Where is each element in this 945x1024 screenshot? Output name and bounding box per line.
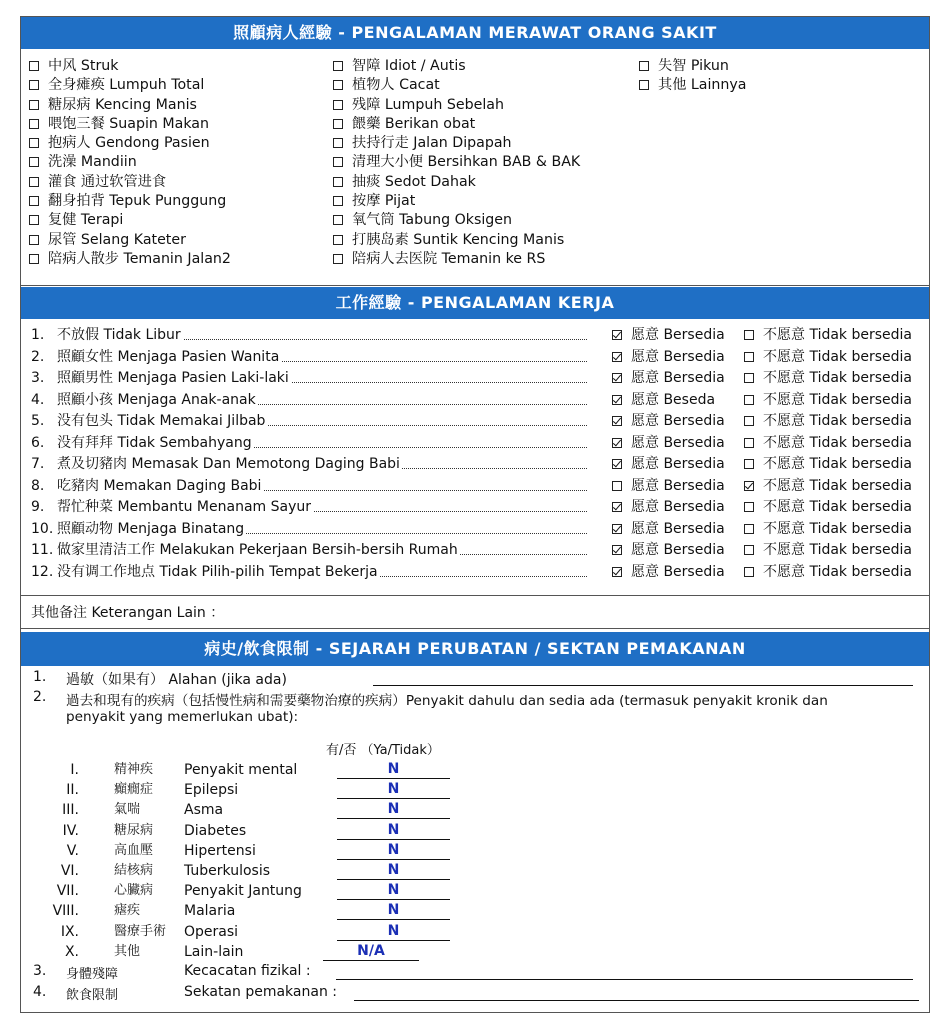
willing-option[interactable] — [612, 519, 725, 540]
unwilling-checkbox[interactable] — [744, 395, 754, 405]
disability-number: 3. — [33, 963, 47, 979]
unwilling-checkbox[interactable] — [744, 502, 754, 512]
diet-number: 4. — [33, 984, 47, 1000]
willing-label: 愿意 Bersedia — [631, 542, 725, 558]
remarks-label: 其他备注 Keterangan Lain ： — [31, 605, 225, 621]
disease-roman-numeral: I. — [70, 762, 79, 778]
work-row-label: 吃豬肉 Memakan Daging Babi — [57, 476, 263, 497]
unwilling-label: 不愿意 Tidak bersedia — [763, 413, 913, 429]
work-row-label: 没有包头 Tidak Memakai Jilbab — [57, 411, 267, 432]
willing-option[interactable] — [612, 325, 725, 346]
unwilling-checkbox[interactable] — [744, 352, 754, 362]
checkbox[interactable] — [29, 119, 39, 129]
care-item[interactable] — [333, 96, 580, 115]
checkbox[interactable] — [333, 119, 343, 129]
history-number: 2. — [33, 689, 47, 705]
unwilling-label: 不愿意 Tidak bersedia — [763, 477, 913, 494]
care-item-label: 全身瘫痪 Lumpuh Total — [48, 77, 205, 94]
work-row — [31, 368, 926, 390]
willing-label: 愿意 Bersedia — [631, 413, 725, 429]
care-item[interactable] — [29, 173, 231, 192]
care-item-label: 抽痰 Sedot Dahak — [352, 173, 476, 190]
checkbox[interactable] — [29, 254, 39, 264]
willing-option[interactable] — [612, 411, 725, 432]
work-row-label: 照顧男性 Menjaga Pasien Laki-laki — [57, 368, 291, 389]
disease-answer-field[interactable]: N — [337, 760, 450, 779]
work-row-number: 4. — [31, 391, 45, 408]
checkbox[interactable] — [29, 196, 39, 206]
disease-roman-numeral: III. — [62, 802, 79, 819]
willing-option[interactable] — [612, 497, 725, 518]
disease-answer-field[interactable]: N — [337, 881, 450, 900]
checkbox[interactable] — [639, 80, 649, 90]
care-item-label: 抱病人 Gendong Pasien — [48, 135, 210, 152]
history-label-line1: 過去和現有的疾病（包括慢性病和需要藥物治療的疾病）Penyakit dahulu dan sedia ada (termasuk penyakit kronik dan — [66, 693, 828, 709]
willing-label: 愿意 Bersedia — [631, 348, 725, 365]
disease-answer-field[interactable]: N — [337, 821, 450, 840]
care-item[interactable] — [639, 57, 747, 76]
willing-checkbox[interactable] — [612, 567, 622, 577]
care-item-label: 陪病人去医院 Temanin ke RS — [352, 250, 546, 267]
disease-cn-name: 瘧疾 — [114, 903, 141, 919]
disease-en-name: Penyakit mental — [184, 762, 298, 778]
work-row-label: 不放假 Tidak Libur — [57, 325, 183, 346]
divider — [21, 628, 929, 629]
willing-checkbox[interactable] — [612, 373, 622, 383]
allergy-field[interactable] — [373, 685, 913, 686]
work-row-label: 没有调工作地点 Tidak Pilih-pilih Tempat Bekerja — [57, 562, 380, 583]
disease-roman-numeral: VII. — [56, 883, 79, 900]
care-item-label: 按摩 Pijat — [352, 193, 416, 210]
care-item[interactable] — [333, 211, 580, 230]
work-row — [31, 562, 926, 584]
disease-answer-field[interactable]: N — [337, 780, 450, 799]
disease-answer-field[interactable]: N — [337, 901, 450, 920]
disease-row — [21, 922, 929, 942]
unwilling-option[interactable] — [744, 540, 912, 561]
care-item-label: 失智 Pikun — [658, 58, 729, 74]
unwilling-checkbox[interactable] — [744, 330, 754, 340]
disease-roman-numeral: IX. — [60, 923, 79, 940]
care-column-3 — [639, 57, 747, 96]
care-item-label: 其他 Lainnya — [658, 77, 747, 94]
willing-checkbox[interactable] — [612, 502, 622, 512]
willing-checkbox[interactable] — [612, 481, 622, 491]
disease-answer-field[interactable]: N/A — [323, 942, 419, 961]
disease-cn-name: 心臟病 — [114, 883, 154, 899]
unwilling-label: 不愿意 Tidak bersedia — [763, 370, 913, 386]
disease-answer-field[interactable]: N — [337, 841, 450, 860]
disease-en-name: Operasi — [184, 923, 239, 940]
disease-roman-numeral: IV. — [62, 822, 79, 839]
care-item[interactable] — [29, 76, 231, 95]
willing-label: 愿意 Beseda — [631, 391, 716, 408]
checkbox[interactable] — [29, 177, 39, 187]
work-row-label: 照顧动物 Menjaga Binatang — [57, 519, 246, 540]
work-row-number: 5. — [31, 413, 45, 429]
work-section-header — [21, 287, 929, 319]
diet-field[interactable] — [354, 1000, 919, 1001]
unwilling-label: 不愿意 Tidak bersedia — [763, 348, 913, 365]
checkbox[interactable] — [333, 254, 343, 264]
disease-cn-name: 氣喘 — [114, 802, 141, 818]
unwilling-checkbox[interactable] — [744, 481, 754, 491]
work-row-number: 11. — [31, 542, 54, 558]
unwilling-label: 不愿意 Tidak bersedia — [763, 542, 913, 558]
work-row — [31, 433, 926, 455]
work-row-number: 6. — [31, 434, 45, 451]
willing-label: 愿意 Bersedia — [631, 327, 725, 343]
care-section-header — [21, 17, 929, 49]
unwilling-option[interactable] — [744, 519, 912, 540]
care-item[interactable] — [29, 115, 231, 134]
willing-option[interactable] — [612, 476, 725, 497]
work-row-label: 做家里清洁工作 Melakukan Pekerjaan Bersih-bersih Rumah — [57, 540, 460, 561]
care-item[interactable] — [29, 192, 231, 211]
disease-roman-numeral: II. — [66, 782, 79, 799]
work-row-label: 煮及切豬肉 Memasak Dan Memotong Daging Babi — [57, 454, 402, 475]
willing-checkbox[interactable] — [612, 416, 622, 426]
care-item-label: 智障 Idiot / Autis — [352, 58, 466, 74]
work-row-number: 8. — [31, 477, 45, 494]
disease-en-name: Tuberkulosis — [184, 863, 271, 879]
work-row-number: 3. — [31, 370, 45, 386]
disease-row — [21, 942, 929, 962]
unwilling-option[interactable] — [744, 325, 912, 346]
disease-row — [21, 760, 929, 780]
care-item-label: 糖尿病 Kencing Manis — [48, 96, 197, 113]
willing-option[interactable] — [612, 562, 725, 583]
disease-cn-name: 醫療手術 — [114, 923, 167, 939]
checkbox[interactable] — [639, 61, 649, 71]
care-item[interactable] — [29, 211, 231, 230]
work-section-title: 工作經驗 - PENGALAMAN KERJA — [335, 293, 615, 312]
work-row-number: 7. — [31, 456, 45, 472]
unwilling-label: 不愿意 Tidak bersedia — [763, 456, 913, 472]
disease-cn-name: 癲癇症 — [114, 782, 154, 798]
disability-cn-label: 身體殘障 — [66, 967, 119, 982]
unwilling-checkbox[interactable] — [744, 373, 754, 383]
willing-label: 愿意 Bersedia — [631, 563, 725, 580]
unwilling-label: 不愿意 Tidak bersedia — [763, 499, 913, 515]
work-row — [31, 540, 926, 562]
work-row-number: 1. — [31, 327, 45, 343]
work-row-label: 照顧小孩 Menjaga Anak-anak — [57, 390, 258, 411]
unwilling-checkbox[interactable] — [744, 567, 754, 577]
care-item[interactable] — [29, 231, 231, 250]
unwilling-option[interactable] — [744, 497, 912, 518]
care-item-label: 灌食 通过软管进食 — [48, 173, 167, 190]
work-row-label: 照顧女性 Menjaga Pasien Wanita — [57, 347, 281, 368]
willing-option[interactable] — [612, 368, 725, 389]
checkbox[interactable] — [29, 80, 39, 90]
diet-en-label: Sekatan pemakanan : — [184, 984, 337, 1000]
care-item[interactable] — [29, 96, 231, 115]
disease-cn-name: 結核病 — [114, 863, 154, 878]
disease-row — [21, 881, 929, 901]
willing-label: 愿意 Bersedia — [631, 520, 725, 537]
unwilling-checkbox[interactable] — [744, 416, 754, 426]
medical-section-title: 病史/飲食限制 - SEJARAH PERUBATAN / SEKTAN PEMAKANAN — [204, 639, 746, 658]
disease-en-name: Asma — [184, 802, 224, 819]
disease-cn-name: 精神疾 — [114, 762, 154, 777]
disease-row — [21, 780, 929, 800]
work-row-number: 2. — [31, 348, 45, 365]
unwilling-option[interactable] — [744, 476, 912, 497]
willing-option[interactable] — [612, 390, 715, 411]
unwilling-option[interactable] — [744, 433, 912, 454]
work-row-number: 12. — [31, 563, 54, 580]
disability-en-label: Kecacatan fizikal : — [184, 963, 311, 979]
care-item[interactable] — [29, 250, 231, 269]
willing-checkbox[interactable] — [612, 524, 622, 534]
divider — [21, 285, 929, 286]
work-row — [31, 476, 926, 498]
care-item-label: 复健 Terapi — [48, 212, 124, 229]
willing-option[interactable] — [612, 454, 725, 475]
work-row — [31, 390, 926, 412]
disease-answer-field[interactable]: N — [337, 922, 450, 941]
checkbox[interactable] — [333, 138, 343, 148]
care-item[interactable] — [29, 57, 231, 76]
disease-en-name: Penyakit Jantung — [184, 883, 302, 900]
diet-cn-label: 飲食限制 — [66, 988, 119, 1003]
disability-field[interactable] — [336, 979, 913, 980]
disease-row — [21, 861, 929, 881]
disease-row — [21, 800, 929, 820]
checkbox[interactable] — [333, 235, 343, 245]
unwilling-option[interactable] — [744, 562, 912, 583]
work-row-label: 帮忙种菜 Membantu Menanam Sayur — [57, 497, 313, 518]
work-row — [31, 411, 926, 433]
work-row — [31, 519, 926, 541]
care-item[interactable] — [639, 76, 747, 95]
disease-roman-numeral: X. — [64, 943, 79, 960]
unwilling-checkbox[interactable] — [744, 545, 754, 555]
care-item[interactable] — [333, 192, 580, 211]
care-item-label: 打胰岛素 Suntik Kencing Manis — [352, 231, 565, 248]
disease-en-name: Lain-lain — [184, 943, 244, 960]
checkbox[interactable] — [333, 100, 343, 110]
willing-checkbox[interactable] — [612, 330, 622, 340]
unwilling-label: 不愿意 Tidak bersedia — [763, 434, 913, 451]
unwilling-checkbox[interactable] — [744, 459, 754, 469]
willing-checkbox[interactable] — [612, 395, 622, 405]
willing-label: 愿意 Bersedia — [631, 434, 725, 451]
unwilling-checkbox[interactable] — [744, 438, 754, 448]
disease-en-name: Malaria — [184, 903, 236, 920]
disease-answer-field[interactable]: N — [337, 861, 450, 880]
checkbox[interactable] — [29, 157, 39, 167]
willing-label: 愿意 Bersedia — [631, 477, 725, 494]
care-item-label: 氧气筒 Tabung Oksigen — [352, 212, 513, 229]
checkbox[interactable] — [333, 196, 343, 206]
willing-checkbox[interactable] — [612, 459, 622, 469]
care-item[interactable] — [333, 173, 580, 192]
disease-roman-numeral: VIII. — [52, 903, 79, 920]
care-item-label: 翻身拍背 Tepuk Punggung — [48, 193, 227, 210]
unwilling-option[interactable] — [744, 454, 912, 475]
allergy-label: 過敏（如果有） Alahan (jika ada) — [66, 672, 287, 688]
work-row-label: 没有拜拜 Tidak Sembahyang — [57, 433, 254, 454]
disease-cn-name: 糖尿病 — [114, 822, 154, 838]
disease-en-name: Hipertensi — [184, 842, 256, 859]
care-section-title: 照顧病人經驗 - PENGALAMAN MERAWAT ORANG SAKIT — [233, 23, 717, 42]
disease-cn-name: 高血壓 — [114, 842, 154, 858]
care-item-label: 植物人 Cacat — [352, 77, 440, 94]
care-column-1 — [29, 57, 231, 269]
care-item-label: 餵藥 Berikan obat — [352, 115, 476, 132]
unwilling-option[interactable] — [744, 368, 912, 389]
allergy-number: 1. — [33, 669, 47, 685]
form-frame — [20, 16, 930, 1013]
willing-checkbox[interactable] — [612, 545, 622, 555]
care-item[interactable] — [333, 153, 580, 172]
unwilling-label: 不愿意 Tidak bersedia — [763, 391, 913, 408]
care-item[interactable] — [333, 231, 580, 250]
care-column-2 — [333, 57, 580, 269]
care-item-label: 中风 Struk — [48, 58, 119, 74]
disease-answer-field[interactable]: N — [337, 800, 450, 819]
work-row-number: 9. — [31, 499, 45, 515]
yes-no-header: 有/否 （Ya/Tidak） — [326, 743, 440, 758]
work-row — [31, 325, 926, 347]
disease-en-name: Diabetes — [184, 822, 247, 839]
checkbox[interactable] — [29, 138, 39, 148]
medical-section-header — [21, 632, 929, 666]
checkbox[interactable] — [333, 177, 343, 187]
willing-checkbox[interactable] — [612, 438, 622, 448]
willing-label: 愿意 Bersedia — [631, 370, 725, 386]
care-item[interactable] — [333, 57, 580, 76]
unwilling-label: 不愿意 Tidak bersedia — [763, 520, 913, 537]
divider — [21, 595, 929, 596]
unwilling-option[interactable] — [744, 347, 912, 368]
care-item-label: 喂饱三餐 Suapin Makan — [48, 115, 209, 132]
disease-cn-name: 其他 — [114, 943, 141, 959]
willing-option[interactable] — [612, 433, 725, 454]
unwilling-option[interactable] — [744, 411, 912, 432]
care-item[interactable] — [333, 134, 580, 153]
care-item-label: 洗澡 Mandiin — [48, 154, 137, 171]
checkbox[interactable] — [333, 80, 343, 90]
willing-option[interactable] — [612, 347, 725, 368]
care-item[interactable] — [333, 115, 580, 134]
work-row — [31, 347, 926, 369]
checkbox[interactable] — [29, 235, 39, 245]
work-row-number: 10. — [31, 520, 54, 537]
checkbox[interactable] — [333, 157, 343, 167]
care-item[interactable] — [333, 76, 580, 95]
disease-row — [21, 821, 929, 841]
checkbox[interactable] — [29, 61, 39, 71]
unwilling-label: 不愿意 Tidak bersedia — [763, 327, 913, 343]
care-item[interactable] — [333, 250, 580, 269]
history-label-line2: penyakit yang memerlukan ubat): — [66, 709, 299, 725]
checkbox[interactable] — [333, 215, 343, 225]
work-row — [31, 497, 926, 519]
checkbox[interactable] — [29, 215, 39, 225]
unwilling-label: 不愿意 Tidak bersedia — [763, 563, 913, 580]
disease-roman-numeral: V. — [66, 842, 79, 859]
willing-label: 愿意 Bersedia — [631, 499, 725, 515]
unwilling-option[interactable] — [744, 390, 912, 411]
care-item-label: 残障 Lumpuh Sebelah — [352, 96, 504, 113]
disease-roman-numeral: VI. — [60, 863, 79, 879]
work-row — [31, 454, 926, 476]
care-item-label: 清理大小便 Bersihkan BAB & BAK — [352, 154, 581, 171]
disease-en-name: Epilepsi — [184, 782, 239, 799]
care-item-label: 尿管 Selang Kateter — [48, 231, 186, 248]
willing-option[interactable] — [612, 540, 725, 561]
care-item[interactable] — [29, 153, 231, 172]
checkbox[interactable] — [29, 100, 39, 110]
care-item[interactable] — [29, 134, 231, 153]
willing-checkbox[interactable] — [612, 352, 622, 362]
care-item-label: 扶持行走 Jalan Dipapah — [352, 135, 512, 152]
care-item-label: 陪病人散步 Temanin Jalan2 — [48, 250, 231, 267]
disease-row — [21, 841, 929, 861]
willing-label: 愿意 Bersedia — [631, 456, 725, 472]
disease-row — [21, 901, 929, 921]
checkbox[interactable] — [333, 61, 343, 71]
unwilling-checkbox[interactable] — [744, 524, 754, 534]
